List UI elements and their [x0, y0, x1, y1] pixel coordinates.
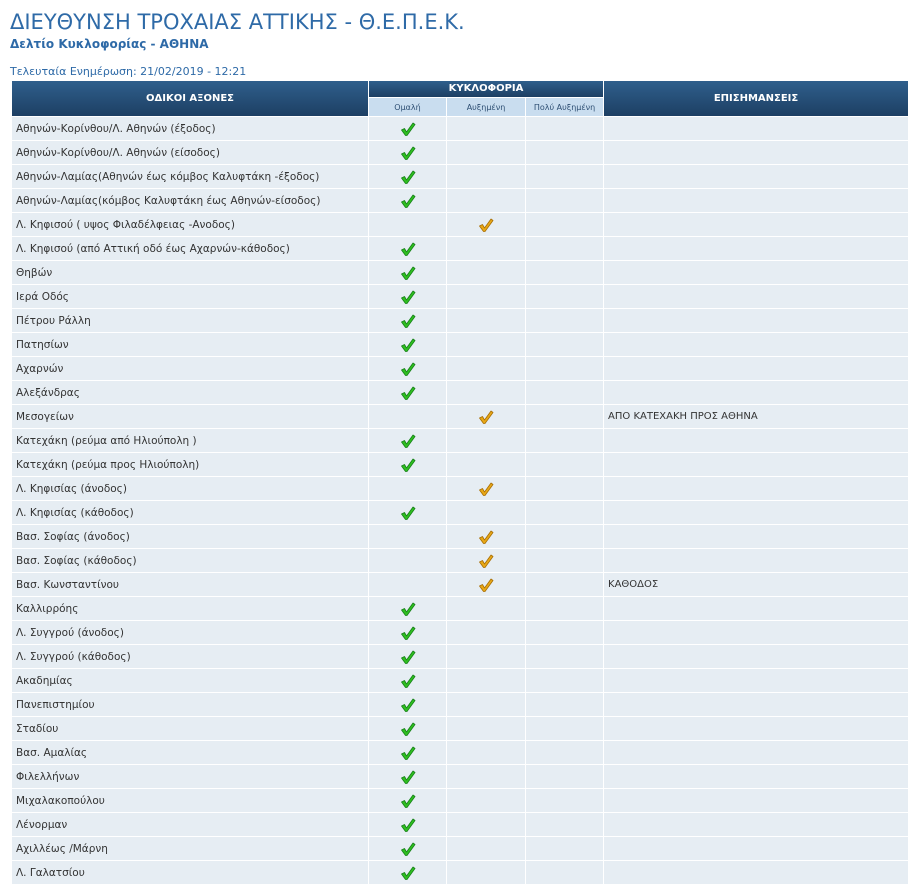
road-name: Πανεπιστημίου [12, 693, 368, 716]
note-cell [604, 669, 908, 692]
road-name: Λ. Κηφισίας (άνοδος) [12, 477, 368, 500]
table-row [12, 717, 908, 740]
table-row [12, 285, 908, 308]
status-cell-increased [447, 765, 525, 788]
road-name: Λ. Κηφισού (από Αττική οδό έως Αχαρνών-κάθοδος) [12, 237, 368, 260]
status-cell-normal [369, 693, 446, 716]
status-cell-increased [447, 165, 525, 188]
road-name: Αθηνών-Κορίνθου/Λ. Αθηνών (έξοδος) [12, 117, 368, 140]
check-icon [400, 841, 416, 857]
status-cell-normal [369, 285, 446, 308]
road-name: Λένορμαν [12, 813, 368, 836]
status-cell-increased [447, 573, 525, 596]
note-cell [604, 285, 908, 308]
check-icon [478, 217, 494, 233]
note-cell [604, 789, 908, 812]
status-cell-increased [447, 189, 525, 212]
table-row [12, 573, 908, 596]
note-cell [604, 597, 908, 620]
note-cell [604, 189, 908, 212]
check-icon [400, 721, 416, 737]
very-increased-subheader: Πολύ Αυξημένη [526, 98, 603, 116]
status-cell-increased [447, 453, 525, 476]
table-row [12, 189, 908, 212]
status-cell-normal [369, 597, 446, 620]
status-cell-very-increased [526, 669, 603, 692]
status-cell-increased [447, 477, 525, 500]
check-icon [400, 697, 416, 713]
check-icon [478, 529, 494, 545]
notes-header: ΕΠΙΣΗΜΑΝΣΕΙΣ [604, 81, 908, 116]
table-row [12, 117, 908, 140]
table-row [12, 813, 908, 836]
table-row [12, 621, 908, 644]
status-cell-normal [369, 669, 446, 692]
status-cell-normal [369, 381, 446, 404]
status-cell-very-increased [526, 573, 603, 596]
status-cell-normal [369, 861, 446, 884]
traffic-header: ΚΥΚΛΟΦΟΡΙΑ [369, 81, 603, 97]
status-cell-very-increased [526, 549, 603, 572]
road-name: Καλλιρρόης [12, 597, 368, 620]
status-cell-increased [447, 813, 525, 836]
normal-subheader: Ομαλή [369, 98, 446, 116]
status-cell-very-increased [526, 357, 603, 380]
status-cell-increased [447, 309, 525, 332]
note-cell [604, 525, 908, 548]
table-row [12, 165, 908, 188]
traffic-table [11, 80, 908, 885]
status-cell-very-increased [526, 237, 603, 260]
note-cell [604, 717, 908, 740]
status-cell-normal [369, 117, 446, 140]
status-cell-increased [447, 501, 525, 524]
table-row [12, 261, 908, 284]
status-cell-increased [447, 645, 525, 668]
status-cell-increased [447, 213, 525, 236]
roads-header: ΟΔΙΚΟΙ ΑΞΟΝΕΣ [12, 81, 368, 116]
check-icon [400, 457, 416, 473]
status-cell-normal [369, 357, 446, 380]
table-row [12, 501, 908, 524]
status-cell-increased [447, 789, 525, 812]
status-cell-normal [369, 453, 446, 476]
road-name: Πατησίων [12, 333, 368, 356]
road-name: Σταδίου [12, 717, 368, 740]
status-cell-very-increased [526, 621, 603, 644]
status-cell-normal [369, 405, 446, 428]
table-row [12, 213, 908, 236]
status-cell-increased [447, 861, 525, 884]
status-cell-normal [369, 837, 446, 860]
table-row [12, 309, 908, 332]
status-cell-very-increased [526, 813, 603, 836]
status-cell-very-increased [526, 789, 603, 812]
status-cell-normal [369, 477, 446, 500]
status-cell-very-increased [526, 645, 603, 668]
note-cell [604, 117, 908, 140]
check-icon [400, 289, 416, 305]
table-row [12, 333, 908, 356]
status-cell-increased [447, 117, 525, 140]
check-icon [400, 361, 416, 377]
note-cell [604, 453, 908, 476]
check-icon [400, 793, 416, 809]
table-row [12, 669, 908, 692]
check-icon [478, 409, 494, 425]
check-icon [400, 745, 416, 761]
status-cell-normal [369, 525, 446, 548]
status-cell-increased [447, 669, 525, 692]
increased-subheader: Αυξημένη [447, 98, 525, 116]
road-name: Αθηνών-Κορίνθου/Λ. Αθηνών (είσοδος) [12, 141, 368, 164]
status-cell-normal [369, 237, 446, 260]
note-cell [604, 165, 908, 188]
status-cell-very-increased [526, 117, 603, 140]
status-cell-increased [447, 261, 525, 284]
table-row [12, 357, 908, 380]
status-cell-normal [369, 189, 446, 212]
note-cell [604, 645, 908, 668]
note-cell [604, 621, 908, 644]
check-icon [400, 385, 416, 401]
check-icon [400, 193, 416, 209]
table-row [12, 429, 908, 452]
note-cell [604, 261, 908, 284]
check-icon [478, 481, 494, 497]
status-cell-very-increased [526, 261, 603, 284]
status-cell-very-increased [526, 837, 603, 860]
status-cell-normal [369, 573, 446, 596]
status-cell-very-increased [526, 429, 603, 452]
note-cell [604, 861, 908, 884]
status-cell-normal [369, 645, 446, 668]
table-row [12, 477, 908, 500]
note-cell [604, 501, 908, 524]
status-cell-normal [369, 621, 446, 644]
check-icon [400, 145, 416, 161]
status-cell-increased [447, 597, 525, 620]
note-cell [604, 477, 908, 500]
check-icon [400, 649, 416, 665]
status-cell-very-increased [526, 189, 603, 212]
road-name: Θηβών [12, 261, 368, 284]
table-row [12, 141, 908, 164]
status-cell-normal [369, 813, 446, 836]
check-icon [400, 241, 416, 257]
status-cell-very-increased [526, 861, 603, 884]
check-icon [400, 337, 416, 353]
table-row [12, 861, 908, 884]
table-row [12, 645, 908, 668]
road-name: Κατεχάκη (ρεύμα προς Ηλιούπολη) [12, 453, 368, 476]
status-cell-very-increased [526, 141, 603, 164]
status-cell-very-increased [526, 477, 603, 500]
road-name: Βασ. Σοφίας (άνοδος) [12, 525, 368, 548]
status-cell-increased [447, 357, 525, 380]
road-name: Λ. Συγγρού (κάθοδος) [12, 645, 368, 668]
table-row [12, 597, 908, 620]
status-cell-normal [369, 213, 446, 236]
note-cell [604, 213, 908, 236]
road-name: Πέτρου Ράλλη [12, 309, 368, 332]
status-cell-increased [447, 333, 525, 356]
status-cell-very-increased [526, 597, 603, 620]
note-cell [604, 357, 908, 380]
check-icon [400, 433, 416, 449]
status-cell-increased [447, 741, 525, 764]
road-name: Ιερά Οδός [12, 285, 368, 308]
road-name: Βασ. Αμαλίας [12, 741, 368, 764]
road-name: Μεσογείων [12, 405, 368, 428]
check-icon [400, 865, 416, 881]
status-cell-increased [447, 549, 525, 572]
status-cell-very-increased [526, 765, 603, 788]
status-cell-increased [447, 285, 525, 308]
status-cell-normal [369, 261, 446, 284]
road-name: Φιλελλήνων [12, 765, 368, 788]
road-name: Αχιλλέως /Μάρνη [12, 837, 368, 860]
status-cell-very-increased [526, 165, 603, 188]
check-icon [400, 769, 416, 785]
note-cell: ΑΠΟ ΚΑΤΕΧΑΚΗ ΠΡΟΣ ΑΘΗΝΑ [604, 405, 908, 428]
status-cell-very-increased [526, 405, 603, 428]
note-cell [604, 813, 908, 836]
note-cell: ΚΑΘΟΔΟΣ [604, 573, 908, 596]
check-icon [400, 313, 416, 329]
road-name: Λ. Γαλατσίου [12, 861, 368, 884]
road-name: Κατεχάκη (ρεύμα από Ηλιούπολη ) [12, 429, 368, 452]
status-cell-increased [447, 837, 525, 860]
status-cell-normal [369, 141, 446, 164]
check-icon [478, 553, 494, 569]
road-name: Λ. Κηφισού ( υψος Φιλαδέλφειας -Ανοδος) [12, 213, 368, 236]
road-name: Βασ. Σοφίας (κάθοδος) [12, 549, 368, 572]
status-cell-normal [369, 333, 446, 356]
status-cell-normal [369, 165, 446, 188]
check-icon [400, 169, 416, 185]
status-cell-very-increased [526, 333, 603, 356]
road-name: Βασ. Κωνσταντίνου [12, 573, 368, 596]
status-cell-increased [447, 429, 525, 452]
check-icon [400, 265, 416, 281]
check-icon [400, 817, 416, 833]
status-cell-normal [369, 549, 446, 572]
status-cell-normal [369, 765, 446, 788]
status-cell-very-increased [526, 693, 603, 716]
status-cell-increased [447, 237, 525, 260]
road-name: Αλεξάνδρας [12, 381, 368, 404]
check-icon [400, 505, 416, 521]
status-cell-increased [447, 381, 525, 404]
status-cell-very-increased [526, 213, 603, 236]
page-title: ΔΙΕΥΘΥΝΣΗ ΤΡΟΧΑΙΑΣ ΑΤΤΙΚΗΣ - Θ.Ε.Π.Ε.Κ. [10, 10, 465, 34]
status-cell-increased [447, 693, 525, 716]
note-cell [604, 693, 908, 716]
table-row [12, 525, 908, 548]
note-cell [604, 429, 908, 452]
road-name: Αθηνών-Λαμίας(Αθηνών έως κόμβος Καλυφτάκη -έξοδος) [12, 165, 368, 188]
table-row [12, 549, 908, 572]
table-row [12, 765, 908, 788]
status-cell-normal [369, 309, 446, 332]
note-cell [604, 309, 908, 332]
status-cell-normal [369, 741, 446, 764]
note-cell [604, 333, 908, 356]
table-row [12, 453, 908, 476]
page-subtitle: Δελτίο Κυκλοφορίας - ΑΘΗΝΑ [10, 37, 209, 51]
road-name: Αθηνών-Λαμίας(κόμβος Καλυφτάκη έως Αθηνών-είσοδος) [12, 189, 368, 212]
status-cell-very-increased [526, 525, 603, 548]
status-cell-normal [369, 717, 446, 740]
status-cell-normal [369, 789, 446, 812]
note-cell [604, 381, 908, 404]
status-cell-increased [447, 141, 525, 164]
note-cell [604, 237, 908, 260]
status-cell-increased [447, 621, 525, 644]
road-name: Μιχαλακοπούλου [12, 789, 368, 812]
table-row [12, 837, 908, 860]
status-cell-very-increased [526, 381, 603, 404]
table-row [12, 741, 908, 764]
status-cell-very-increased [526, 717, 603, 740]
last-updated: Τελευταία Ενημέρωση: 21/02/2019 - 12:21 [10, 65, 247, 78]
table-row [12, 693, 908, 716]
status-cell-very-increased [526, 309, 603, 332]
table-row [12, 405, 908, 428]
check-icon [400, 625, 416, 641]
note-cell [604, 837, 908, 860]
table-row [12, 789, 908, 812]
check-icon [478, 577, 494, 593]
status-cell-increased [447, 525, 525, 548]
status-cell-very-increased [526, 501, 603, 524]
note-cell [604, 549, 908, 572]
check-icon [400, 121, 416, 137]
check-icon [400, 601, 416, 617]
table-row [12, 381, 908, 404]
road-name: Λ. Συγγρού (άνοδος) [12, 621, 368, 644]
note-cell [604, 141, 908, 164]
status-cell-very-increased [526, 453, 603, 476]
status-cell-increased [447, 717, 525, 740]
road-name: Λ. Κηφισίας (κάθοδος) [12, 501, 368, 524]
road-name: Ακαδημίας [12, 669, 368, 692]
status-cell-increased [447, 405, 525, 428]
check-icon [400, 673, 416, 689]
note-cell [604, 741, 908, 764]
road-name: Αχαρνών [12, 357, 368, 380]
status-cell-normal [369, 501, 446, 524]
status-cell-very-increased [526, 741, 603, 764]
status-cell-normal [369, 429, 446, 452]
status-cell-very-increased [526, 285, 603, 308]
table-row [12, 237, 908, 260]
note-cell [604, 765, 908, 788]
